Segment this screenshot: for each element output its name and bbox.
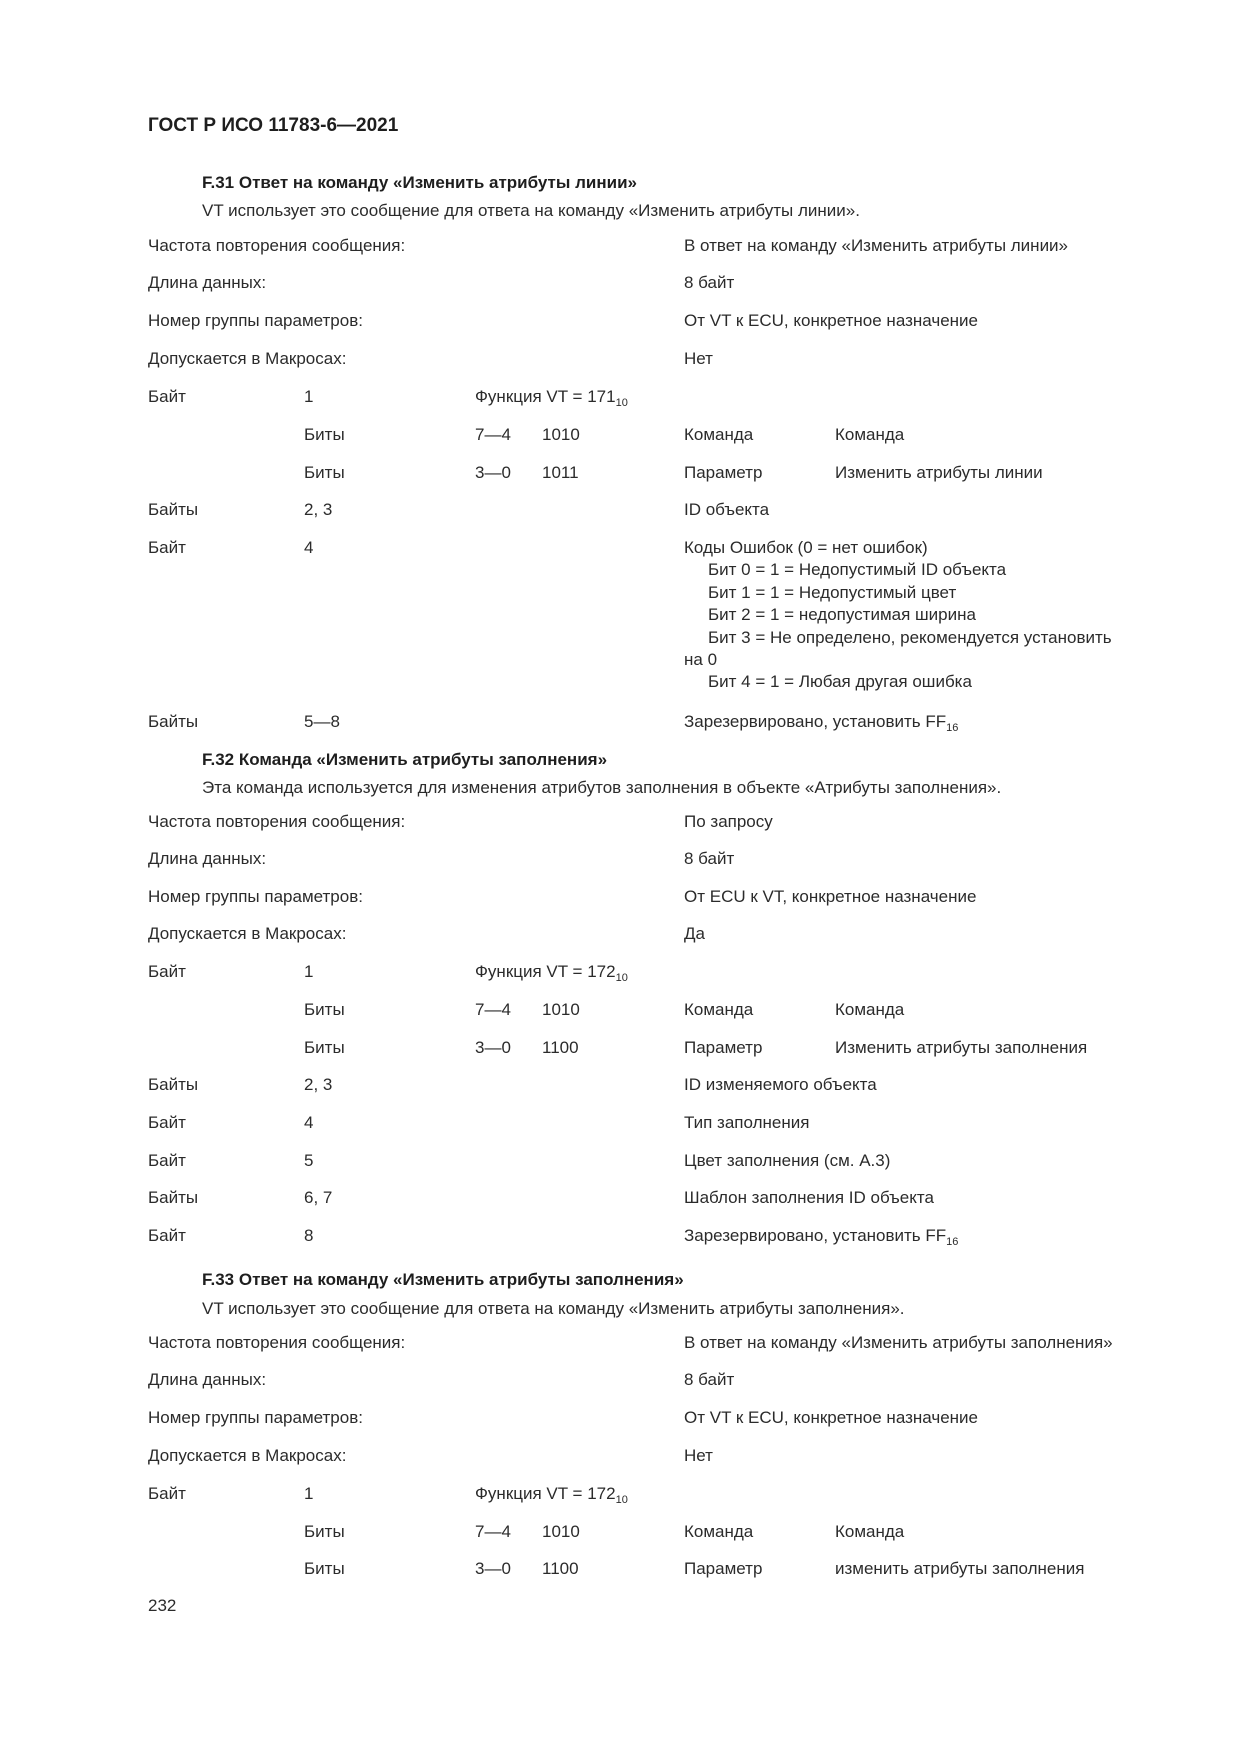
freq-label: Частота повторения сообщения: [148,812,406,831]
row-number: 6, 7 [304,1188,333,1207]
pgn-label: Номер группы параметров: [148,1408,363,1427]
byte-label: Байт [148,387,186,406]
parameter-label: Параметр [684,1038,763,1057]
error-code-line: Бит 1 = 1 = Недопустимый цвет [708,582,957,602]
pgn-value: От VT к ECU, конкретное назначение [684,311,978,330]
section-title: F.31 Ответ на команду «Изменить атрибуты линии» [202,173,637,192]
command-value: Команда [835,425,905,444]
bits-label: Биты [304,1038,345,1057]
bits-label: Биты [304,1559,345,1578]
pgn-value: От VT к ECU, конкретное назначение [684,1408,978,1427]
vt-function-value: 171 [587,387,616,406]
row-label: Байты [148,500,199,519]
base-subscript: 10 [615,1494,628,1506]
length-value: 8 байт [684,849,735,868]
section-description: Эта команда используется для изменения атрибутов заполнения в объекте «Атрибуты заполнения». [202,778,1002,797]
macro-value: Нет [684,1446,713,1465]
macro-label: Допускается в Макросах: [148,924,347,943]
byte-number: 1 [304,962,314,981]
freq-value: По запросу [684,812,773,831]
row-description: Тип заполнения [684,1113,810,1132]
section-description: VT использует это сообщение для ответа на команду «Изменить атрибуты заполнения». [202,1299,905,1318]
row-label: Байты [148,1188,199,1207]
byte-label: Байт [148,1484,186,1503]
bits-range: 7—4 [475,1522,511,1541]
bits-range: 3—0 [475,463,511,482]
error-code-line: Бит 3 = Не определено, рекомендуется установить [708,627,1112,647]
row-description: Шаблон заполнения ID объекта [684,1188,934,1207]
parameter-label: Параметр [684,1559,763,1578]
macro-value: Да [684,924,705,943]
vt-function [475,962,628,982]
bits-label: Биты [304,1522,345,1541]
row-number: 8 [304,1226,314,1245]
document-header: ГОСТ Р ИСО 11783-6—2021 [148,115,399,136]
command-label: Команда [684,1000,754,1019]
vt-function [475,1484,628,1504]
row-description: ID изменяемого объекта [684,1075,877,1094]
row-number: 4 [304,1113,314,1132]
section-title: F.32 Команда «Изменить атрибуты заполнения» [202,750,608,769]
macro-value: Нет [684,349,713,368]
byte-number: 1 [304,387,314,406]
length-value: 8 байт [684,1370,735,1389]
parameter-value: изменить атрибуты заполнения [835,1559,1085,1578]
bits-value: 1100 [542,1038,579,1057]
length-label: Длина данных: [148,1370,267,1389]
row-label: Байт [148,1151,186,1170]
error-codes-title: Коды Ошибок (0 = нет ошибок) [684,538,928,557]
parameter-label: Параметр [684,463,763,482]
command-label: Команда [684,425,754,444]
row-number: 2, 3 [304,500,333,519]
vt-function-value: 172 [587,1484,616,1503]
reserved-value [684,1226,958,1246]
base-subscript: 10 [615,397,628,409]
length-label: Длина данных: [148,849,267,868]
error-code-line: Бит 2 = 1 = недопустимая ширина [708,605,976,625]
parameter-value: Изменить атрибуты линии [835,463,1043,482]
pgn-value: От ECU к VT, конкретное назначение [684,887,977,906]
bits-range: 7—4 [475,1000,511,1019]
bits-value: 1010 [542,1000,580,1019]
bits-value: 1010 [542,1522,580,1541]
freq-label: Частота повторения сообщения: [148,236,406,255]
hex-subscript: 16 [946,1236,959,1248]
bits-range: 3—0 [475,1559,511,1578]
row-label: Байт [148,1113,186,1132]
vt-function-label: Функция VT = [475,387,588,406]
bits-range: 7—4 [475,425,511,444]
command-label: Команда [684,1522,754,1541]
error-codes-block [684,537,1112,694]
command-value: Команда [835,1522,905,1541]
bits-value: 1011 [542,463,579,482]
base-subscript: 10 [615,972,628,984]
page-number: 232 [148,1596,177,1615]
parameter-value: Изменить атрибуты заполнения [835,1038,1088,1057]
vt-function-value: 172 [587,962,616,981]
row-label: Байт [148,538,186,557]
command-value: Команда [835,1000,905,1019]
vt-function-label: Функция VT = [475,1484,588,1503]
error-code-wrap: на 0 [684,650,718,670]
byte-label: Байт [148,962,186,981]
section-description: VT использует это сообщение для ответа на команду «Изменить атрибуты линии». [202,201,860,220]
byte-number: 1 [304,1484,314,1503]
macro-label: Допускается в Макросах: [148,1446,347,1465]
bits-label: Биты [304,1000,345,1019]
row-label: Байт [148,1226,186,1245]
freq-value: В ответ на команду «Изменить атрибуты заполнения» [684,1333,1113,1352]
row-description: ID объекта [684,500,770,519]
freq-value: В ответ на команду «Изменить атрибуты линии» [684,236,1069,255]
bits-label: Биты [304,425,345,444]
row-label: Байты [148,1075,199,1094]
bits-label: Биты [304,463,345,482]
length-value: 8 байт [684,273,735,292]
bits-value: 1100 [542,1559,579,1578]
row-number: 2, 3 [304,1075,333,1094]
row-number: 5 [304,1151,314,1170]
section-title: F.33 Ответ на команду «Изменить атрибуты заполнения» [202,1270,684,1289]
length-label: Длина данных: [148,273,267,292]
vt-function-label: Функция VT = [475,962,588,981]
error-code-line: Бит 4 = 1 = Любая другая ошибка [708,672,972,692]
reserved-value [684,712,958,732]
row-number: 4 [304,538,314,557]
bits-value: 1010 [542,425,580,444]
vt-function [475,387,628,407]
freq-label: Частота повторения сообщения: [148,1333,406,1352]
row-description: Цвет заполнения (см. А.3) [684,1151,891,1170]
row-label: Байты [148,712,199,731]
pgn-label: Номер группы параметров: [148,887,363,906]
reserved-text: Зарезервировано, установить FF [684,1226,947,1245]
row-number: 5—8 [304,712,340,731]
bits-range: 3—0 [475,1038,511,1057]
hex-subscript: 16 [946,722,959,734]
pgn-label: Номер группы параметров: [148,311,363,330]
reserved-text: Зарезервировано, установить FF [684,712,947,731]
macro-label: Допускается в Макросах: [148,349,347,368]
error-code-line: Бит 0 = 1 = Недопустимый ID объекта [708,560,1007,580]
